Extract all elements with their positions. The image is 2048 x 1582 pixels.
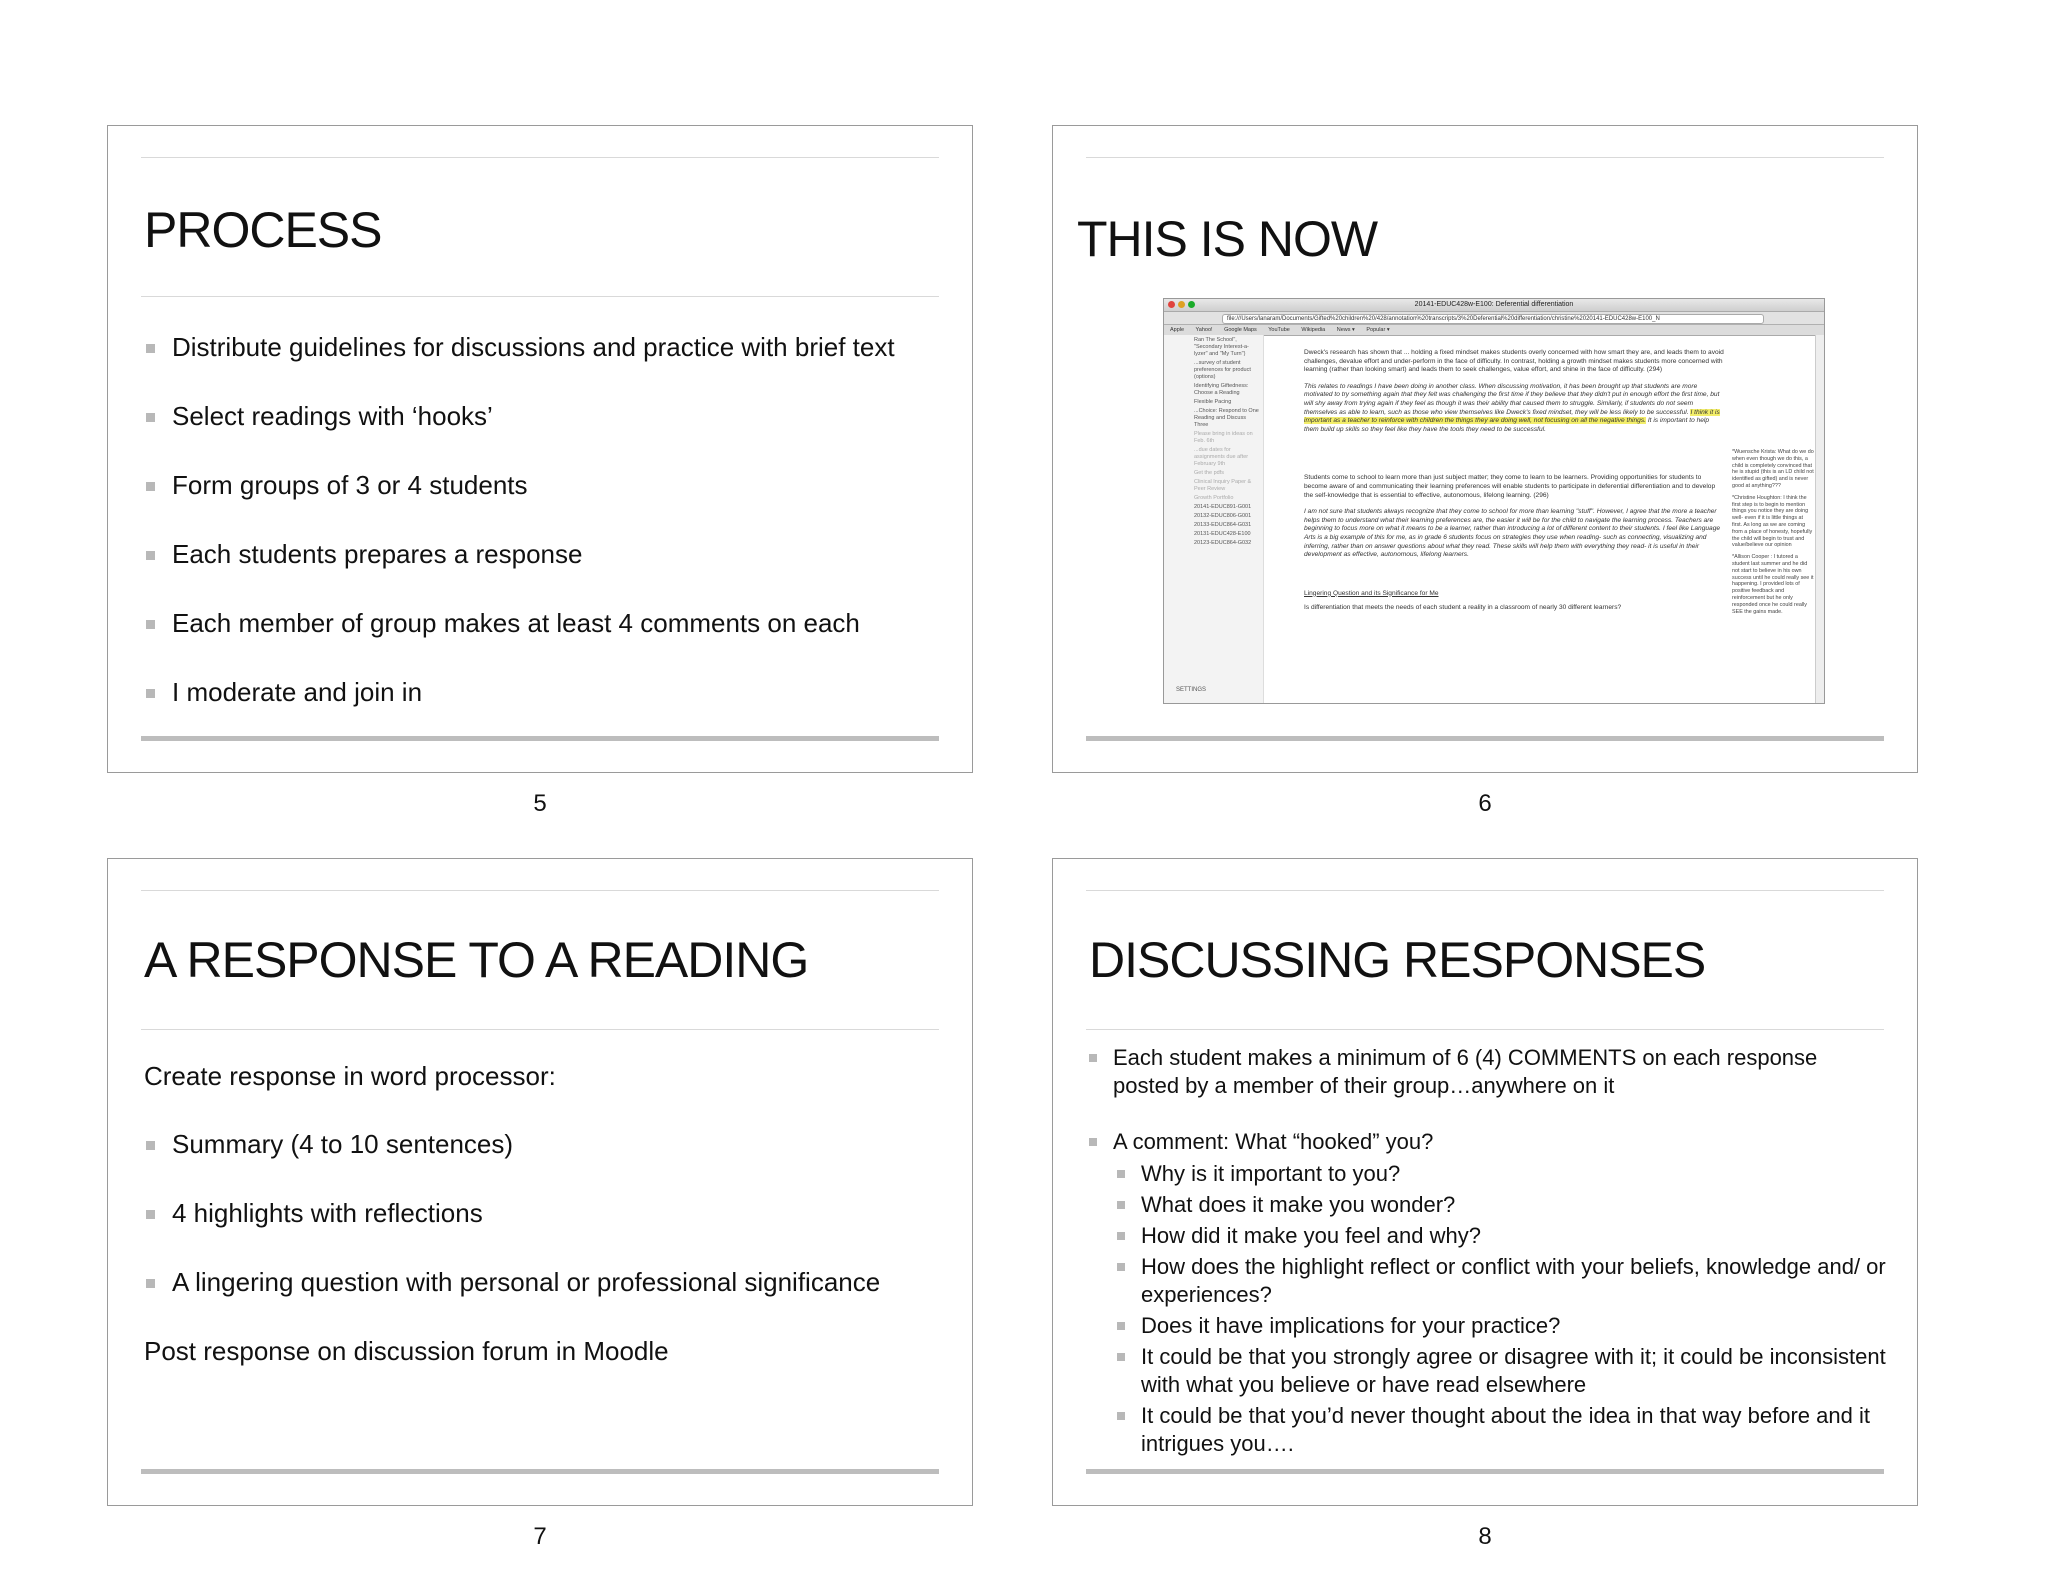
- bookmark: News ▾: [1336, 327, 1355, 333]
- title-rule: [141, 1029, 939, 1030]
- sidebar-item: Ran The School", "Secondary Interest-a-lyzer" and "My Turn"): [1194, 337, 1249, 357]
- scrollbar: [1815, 335, 1824, 703]
- sub-list-item: It could be that you’d never thought about the idea in that way before and it intrigues you….: [1113, 1402, 1887, 1458]
- sub-list-item: What does it make you wonder?: [1113, 1191, 1887, 1219]
- bottom-rule: [141, 1469, 939, 1474]
- list-item: Each student makes a minimum of 6 (4) COMMENTS on each response posted by a member of their group…anywhere on it: [1087, 1044, 1887, 1100]
- doc-paragraph: Is differentiation that meets the needs of each student a reality in a classroom of nearly 30 different learners?: [1304, 604, 1622, 612]
- bottom-rule: [141, 736, 939, 741]
- top-rule: [141, 157, 939, 158]
- slide-title: PROCESS: [144, 202, 382, 258]
- outro-text: Post response on discussion forum in Moodle: [144, 1336, 669, 1366]
- window-titlebar: [1164, 299, 1824, 312]
- page-number: 6: [1478, 790, 1492, 817]
- page-number: 7: [533, 1523, 547, 1550]
- sub-list-item: Does it have implications for your practice?: [1113, 1312, 1887, 1340]
- sub-list-item: Why is it important to you?: [1113, 1160, 1887, 1188]
- slide-title: A RESPONSE TO A READING: [144, 932, 809, 988]
- slide-title: THIS IS NOW: [1077, 211, 1378, 267]
- sub-list-item: How did it make you feel and why?: [1113, 1222, 1887, 1250]
- sidebar-item: Clinical Inquiry Paper & Peer Review: [1194, 479, 1252, 492]
- list-item: Distribute guidelines for discussions and practice with brief text: [144, 332, 942, 363]
- bookmark: Yahoo!: [1195, 327, 1213, 333]
- title-rule: [141, 296, 939, 297]
- sidebar-item: 20141-EDUC891-G001: [1194, 504, 1252, 510]
- doc-paragraph: Dweck's research has shown that ... holding a fixed mindset makes students overly concerned with how smart they are, and leads them to avoid challenges, devalue effort and under-perform in the face of difficulty. In contrast, holding a growth mindset makes students more concerned with learning (rather than looking smart) and leads them to seek challenges, value effort, and shine in the face of difficulty. (294): [1304, 349, 1724, 374]
- slide-title: DISCUSSING RESPONSES: [1089, 932, 1706, 988]
- list-item: 4 highlights with reflections: [144, 1198, 942, 1229]
- comment: *Christine Houghton: I think the first step is to begin to mention things you notice they are doing well- even if it is little things at first. As long as we are coming from a place of honesty, hopefully the child will begin to trust and value/believe our opinion: [1732, 494, 1813, 549]
- sidebar-item: Growth Portfolio: [1194, 495, 1234, 501]
- comments-margin: [1732, 449, 1814, 620]
- page-number: 8: [1478, 1523, 1492, 1550]
- window-title: 20141-EDUC428w-E100: Deferential differentiation: [1414, 301, 1574, 308]
- bookmark: YouTube: [1268, 327, 1290, 333]
- sidebar-item: ...Choice: Respond to One Reading and Discuss Three: [1194, 408, 1259, 428]
- zoom-icon: [1188, 301, 1195, 308]
- bullet-list: [1087, 1044, 1887, 1461]
- sub-list-item: How does the highlight reflect or conflict with your beliefs, knowledge and/ or experiences?: [1113, 1253, 1887, 1309]
- bookmark: Popular ▾: [1366, 327, 1390, 333]
- bottom-rule: [1086, 1469, 1884, 1474]
- sidebar-item: Flexible Pacing: [1194, 399, 1232, 405]
- sidebar-item: 20123-EDUC864-G032: [1194, 540, 1252, 546]
- url-field: file:///Users/lanaram/Documents/Gifted%20children%20/428/annotation%20transcripts/3%20Deferential%20differentiation/christine%2020141-EDUC428w-E100_N: [1222, 314, 1764, 324]
- list-item: Form groups of 3 or 4 students: [144, 470, 942, 501]
- top-rule: [141, 890, 939, 891]
- slide-8: [1052, 858, 1918, 1506]
- list-item-text: A comment: What “hooked” you?: [1113, 1129, 1434, 1154]
- sidebar: [1164, 335, 1264, 703]
- minimize-icon: [1178, 301, 1185, 308]
- sidebar-item: Please bring in ideas on Feb. 6th: [1194, 431, 1253, 444]
- list-item: [1087, 1128, 1887, 1458]
- doc-text: It is important to help them build up skills so they feel like they have the tools they need to be successful.: [1304, 417, 1710, 433]
- bullet-list: [144, 1129, 942, 1298]
- sub-list-item: It could be that you strongly agree or disagree with it; it could be inconsistent with what you believe or have read elsewhere: [1113, 1343, 1887, 1399]
- doc-paragraph: [1304, 383, 1724, 435]
- comment: *Allison Cooper : I tutored a student last summer and he did not start to believe in his own success until he could really see it happening. I provided lots of positive feedback and reinforcement but he only responded once he could really SEE the gains made.: [1732, 554, 1814, 615]
- sidebar-item: 20132-EDUC806-G001: [1194, 513, 1252, 519]
- doc-text: This relates to readings I have been doing in another class. When discussing motivation, it has been brought up that students are more motivated to try something again that they felt was challenging the first time if they believe that they didn't put in enough effort the first time, but will shy away from trying again if they feel as though it was their ability that caused them to struggle. Similarly, if students do not seem themselves as able to learn, such as those who view themselves like Dweck's fixed mindset, they will be less likely to be successful.: [1304, 382, 1720, 416]
- list-item: Select readings with ‘hooks’: [144, 401, 942, 432]
- sub-bullet-list: [1113, 1160, 1887, 1458]
- slide-6: [1052, 125, 1918, 773]
- sidebar-item: 20133-EDUC864-G031: [1194, 522, 1252, 528]
- close-icon: [1168, 301, 1175, 308]
- bookmark: Apple: [1170, 327, 1185, 333]
- top-rule: [1086, 890, 1884, 891]
- document-body: [1304, 349, 1724, 621]
- bottom-rule: [1086, 736, 1884, 741]
- list-item: A lingering question with personal or professional significance: [144, 1267, 942, 1298]
- highlighted-text: I think it is important as a teacher to reinforce with children the things they are doing well, not focusing on all the negative things.: [1304, 408, 1720, 425]
- sidebar-item: ...survey of student preferences for product (options): [1194, 360, 1251, 380]
- top-rule: [1086, 157, 1884, 158]
- slide-5: [107, 125, 973, 773]
- settings-label: SETTINGS: [1176, 687, 1207, 693]
- list-item: Each students prepares a response: [144, 539, 942, 570]
- doc-paragraph: Students come to school to learn more than just subject matter; they come to learn to be learners. Providing opportunities for students to become aware of and communicating their learning preferences will enable students to participate in deferential differentiation and to develop the self-knowledge that is essential to effective, autonomous, lifelong learning. (296): [1304, 474, 1716, 499]
- sidebar-item: ...due dates for assignments due after February 9th: [1194, 447, 1249, 467]
- page-number: 5: [533, 790, 547, 817]
- url-bar: [1164, 312, 1824, 325]
- sidebar-item: Identifying Giftedness: Choose a Reading: [1194, 383, 1249, 396]
- sidebar-item: Get the pdfs: [1194, 470, 1224, 476]
- list-item: Each member of group makes at least 4 comments on each: [144, 608, 942, 639]
- intro-text: Create response in word processor:: [144, 1061, 556, 1091]
- sidebar-item: 20131-EDUC428-E100: [1194, 531, 1251, 537]
- title-rule: [1086, 1029, 1884, 1030]
- embedded-screenshot: [1163, 298, 1825, 704]
- bookmark: Wikipedia: [1301, 327, 1326, 333]
- comment: *Wuensche Krista: What do we do when even though we do this, a child is completely convinced that he is stupid (this is an LD child not identified as gifted) and is never good at anything???: [1732, 449, 1814, 489]
- bullet-list: [144, 332, 942, 708]
- doc-heading: Lingering Question and its Significance for Me: [1304, 589, 1439, 597]
- bookmark: Google Maps: [1224, 327, 1257, 333]
- list-item: I moderate and join in: [144, 677, 942, 708]
- slide-7: [107, 858, 973, 1506]
- doc-paragraph: I am not sure that students always recognize that they come to school for more than learning "stuff". However, I agree that the more a teacher helps them to understand what their learning preferences are, the easier it will be for the child to navigate the learning process. Teachers are beginning to focus more on what it means to be a learner, rather than introducing a lot of different content to their students. I feel like Language Arts is a big example of this for me, as in grade 6 students focus on strategies they use when reading- such as connecting, visualizing and inferring, rather than on answer questions about what they read. These skills will help them with everything they read- it is useful in their development as effective, autonomous, lifelong learners.: [1304, 508, 1721, 559]
- list-item: Summary (4 to 10 sentences): [144, 1129, 942, 1160]
